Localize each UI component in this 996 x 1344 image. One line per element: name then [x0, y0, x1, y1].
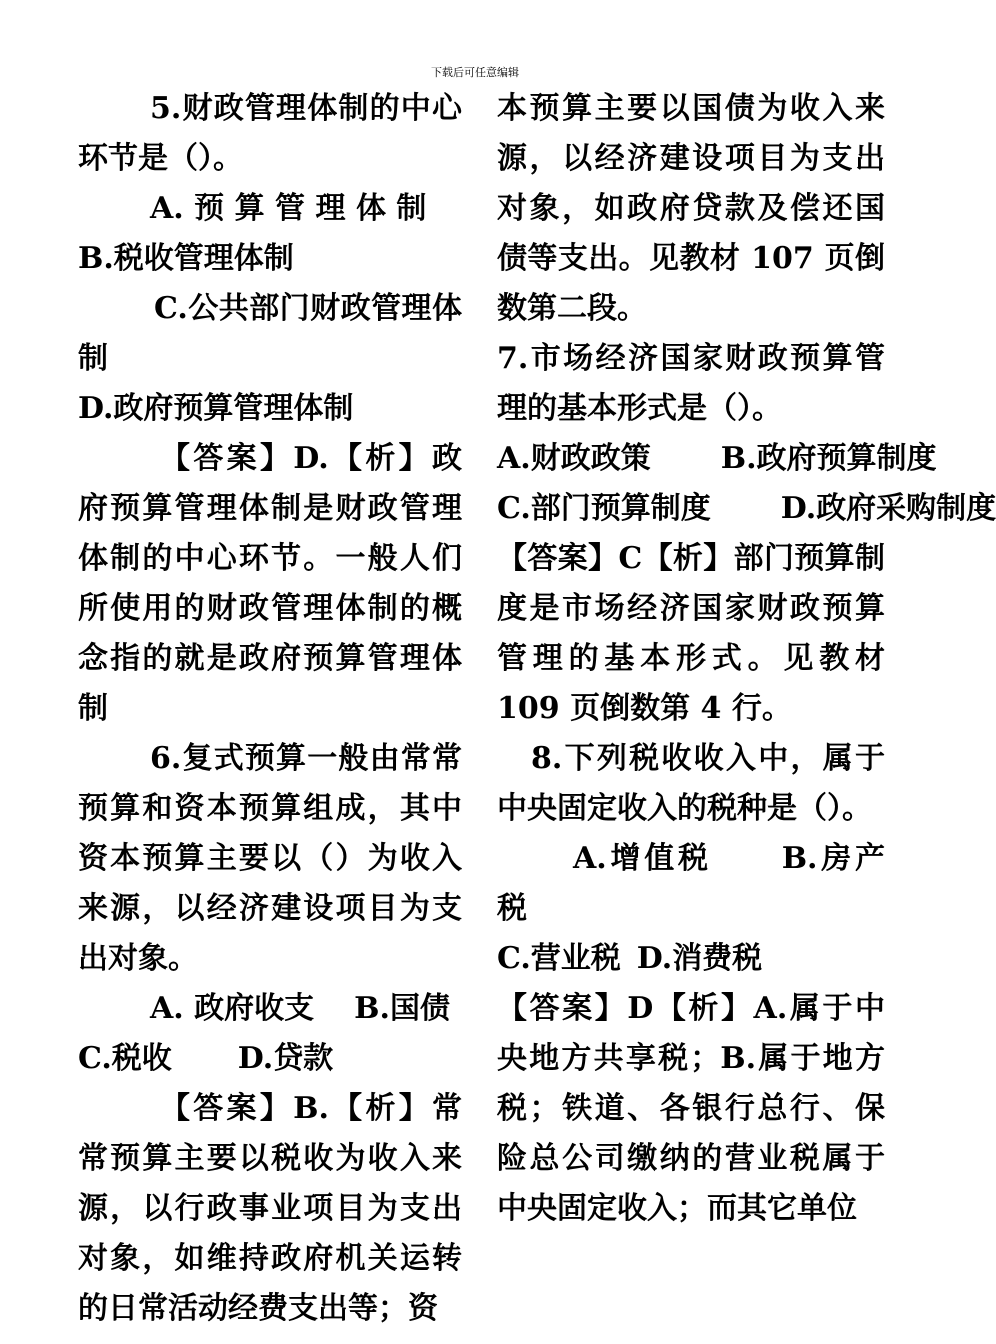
q7-option-c: C.部门预算制度	[497, 491, 711, 526]
q8-option-d: D.消费税	[636, 941, 763, 976]
q7-options-cd	[497, 484, 996, 534]
q8-answer: 【答案】D【析】A.属于中央地方共享税；B.属于地方税；铁道、各银行总行、保险总公司缴纳的营业税属于中央固定收入；而其它单位	[497, 991, 885, 1226]
q7-option-a: A.财政政策	[497, 441, 651, 476]
q5-option-a: A. 预 算 管 理 体 制	[150, 191, 427, 226]
q8-question: 8.下列税收收入中，属于中央固定收入的税种是（）。	[497, 741, 885, 826]
q6-option-b: B.国债	[354, 991, 450, 1026]
left-column	[78, 84, 462, 1334]
q7-answer: 【答案】C【析】部门预算制度是市场经济国家财政预算管理的基本形式。见教材 109 页倒数第 4 行。	[497, 541, 885, 726]
q6-option-a: A. 政府收支	[150, 991, 315, 1026]
q5-option-c: C.公共部门财政管理体制	[78, 291, 462, 376]
q5-question: 5.财政管理体制的中心环节是（）。	[78, 91, 462, 176]
page-header: 下载后可任意编辑	[431, 66, 519, 79]
q6-answer-continued: 本预算主要以国债为收入来源，以经济建设项目为支出对象，如政府贷款及偿还国债等支出。见教材 107 页倒数第二段。	[497, 91, 885, 326]
right-column	[497, 84, 996, 1234]
q8-option-a: A.增值税	[573, 841, 712, 876]
q7-options-ab	[497, 434, 937, 484]
q6-options-ab	[78, 984, 462, 1034]
q5-option-d: D.政府预算管理体制	[78, 391, 354, 426]
q7-question: 7.市场经济国家财政预算管理的基本形式是（）。	[497, 341, 885, 426]
q8-options-ab	[497, 834, 885, 934]
q8-option-b: B.房产税	[497, 841, 885, 926]
q8-option-c: C.营业税	[497, 941, 621, 976]
q6-options-cd	[78, 1034, 462, 1084]
q7-option-b: B.政府预算制度	[720, 441, 937, 476]
q6-answer: 【答案】B.【析】常常预算主要以税收为收入来源，以行政事业项目为支出对象，如维持政府机关运转的日常活动经费支出等；资	[78, 1091, 462, 1326]
q6-option-c: C.税收	[78, 1041, 172, 1076]
q5-option-a-line	[78, 184, 462, 234]
q8-options-cd	[497, 934, 885, 984]
q5-answer: 【答案】D.【析】政府预算管理体制是财政管理体制的中心环节。一般人们所使用的财政管理体制的概念指的就是政府预算管理体制	[78, 441, 462, 726]
q5-option-b: B.税收管理体制	[78, 241, 294, 276]
q6-question: 6.复式预算一般由常常预算和资本预算组成，其中资本预算主要以（）为收入来源，以经济建设项目为支出对象。	[78, 741, 462, 976]
q7-option-d: D.政府采购制度	[780, 491, 996, 526]
q6-option-d: D.贷款	[237, 1041, 334, 1076]
